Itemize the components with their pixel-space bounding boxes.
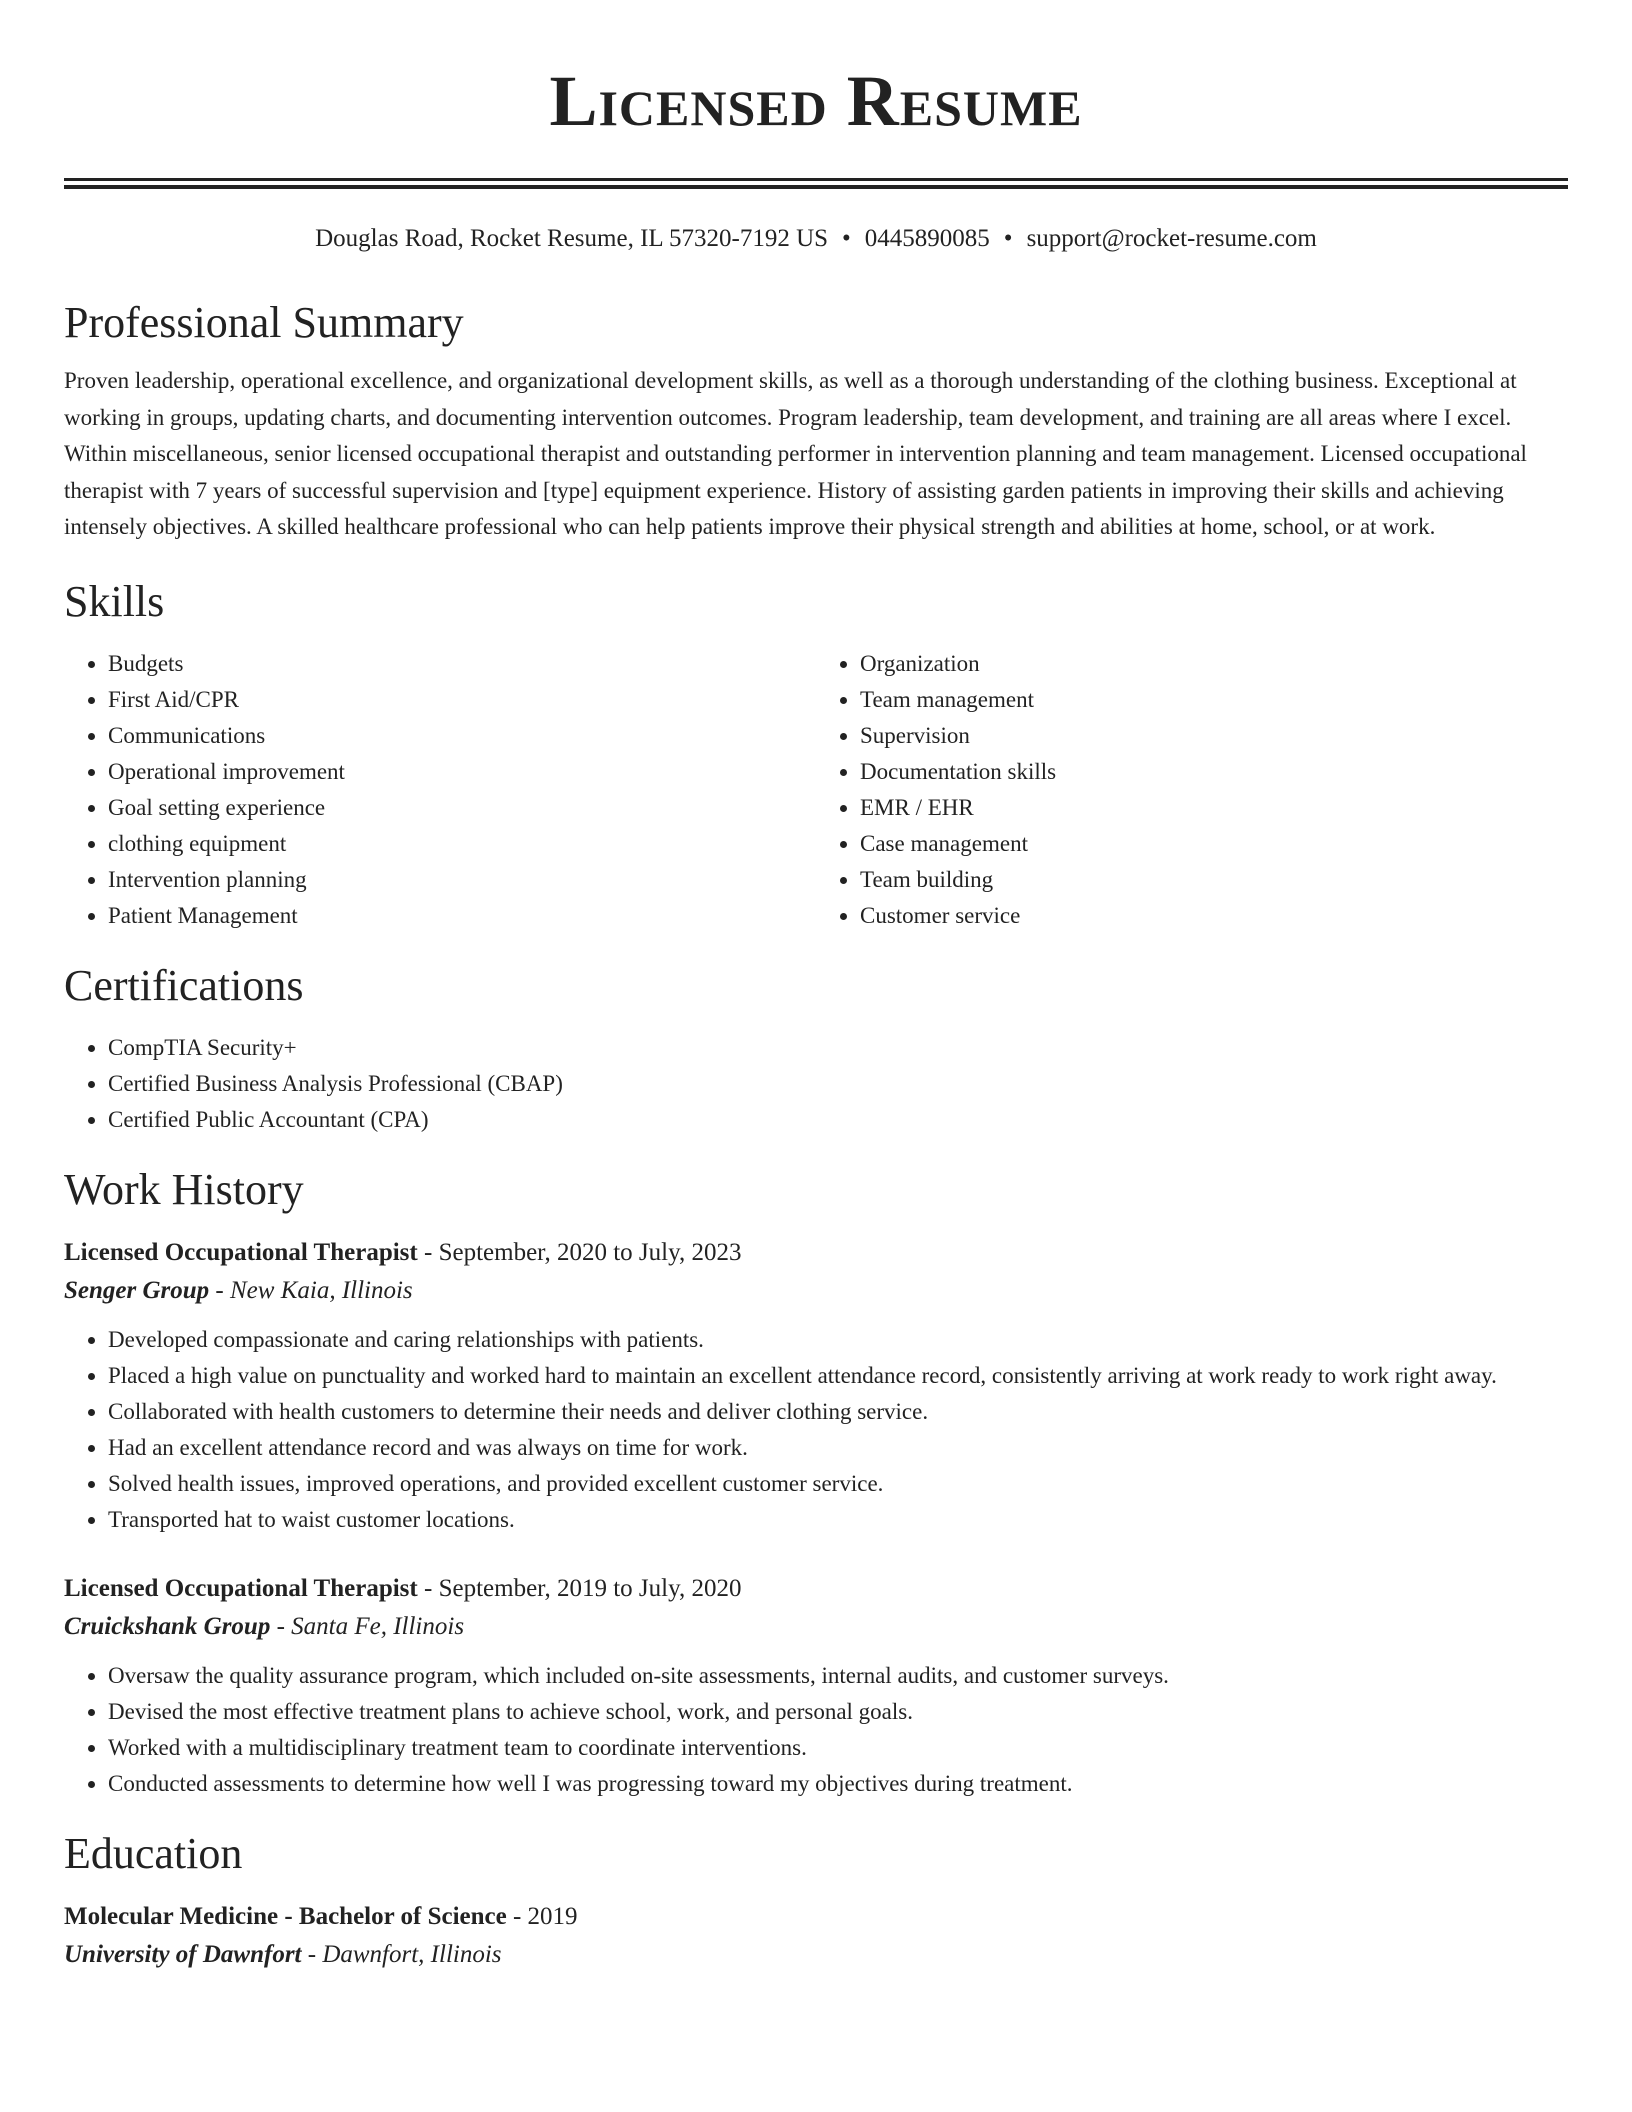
work-history-heading: Work History [64, 1164, 304, 1214]
job-dates: - September, 2020 to July, 2023 [417, 1238, 742, 1266]
summary-text: Proven leadership, operational excellence, and organizational development skills, as well as a thorough understanding of the clothing business. Exceptional at working in groups, updating charts, and documenting intervention outcomes. Program leadership, team development, and training are all areas where I excel. Within miscellaneous, senior licensed occupational therapist and outstanding performer in intervention planning and team management. Licensed occupational therapist with 7 years of successful supervision and [type] equipment experience. History of assisting garden patients in improving their skills and achieving intensely objectives. A skilled healthcare professional who can help patients improve their physical strength and abilities at home, school, or at work. [64, 368, 1527, 539]
skills-heading: Skills [64, 576, 165, 626]
job-entry [64, 1234, 1568, 1538]
contact-email[interactable]: support@rocket-resume.com [1026, 225, 1317, 252]
skill-item: • Case management [860, 826, 1568, 862]
job-location: - Santa Fe, Illinois [270, 1612, 465, 1640]
skill-item: • clothing equipment [108, 826, 816, 862]
skill-item: • Intervention planning [108, 862, 816, 898]
summary-heading: Professional Summary [64, 298, 464, 347]
resume-name: Licensed Resume [549, 61, 1083, 141]
job-company: Senger Group [64, 1276, 210, 1304]
skill-item: • Communications [108, 718, 816, 754]
job-company: Cruickshank Group [64, 1612, 271, 1640]
job-bullet: • Developed compassionate and caring relationships with patients. [108, 1322, 1568, 1358]
skill-item: • Documentation skills [860, 754, 1568, 790]
contact-separator: • [842, 225, 851, 252]
education-degree: Molecular Medicine - Bachelor of Science [64, 1902, 507, 1930]
education-school: University of Dawnfort [64, 1940, 302, 1968]
job-location: - New Kaia, Illinois [209, 1276, 413, 1304]
skill-item: • Budgets [108, 646, 816, 682]
skill-item: • EMR / EHR [860, 790, 1568, 826]
education-school-line [64, 1936, 1568, 1974]
certifications-list [64, 1030, 1568, 1138]
job-title: Licensed Occupational Therapist [64, 1574, 418, 1602]
job-bullet: • Transported hat to waist customer locations. [108, 1502, 1568, 1538]
certification-item: • CompTIA Security+ [108, 1030, 1568, 1066]
job-company-line [64, 1608, 1568, 1646]
education-year: - 2019 [506, 1902, 578, 1930]
header-divider [64, 178, 1568, 189]
skills-columns [64, 646, 1568, 934]
skill-item: • Supervision [860, 718, 1568, 754]
skill-item: • Goal setting experience [108, 790, 816, 826]
skills-list-right [816, 646, 1568, 934]
education-degree-line [64, 1898, 1568, 1936]
contact-separator: • [1003, 225, 1013, 252]
job-title: Licensed Occupational Therapist [64, 1238, 418, 1266]
certifications-heading: Certifications [64, 960, 304, 1010]
certification-item: • Certified Public Accountant (CPA) [108, 1102, 1568, 1138]
skill-item: • Patient Management [108, 898, 816, 934]
skill-item: • First Aid/CPR [108, 682, 816, 718]
skill-item: • Operational improvement [108, 754, 816, 790]
job-bullets [64, 1658, 1568, 1802]
certification-item: • Certified Business Analysis Professional (CBAP) [108, 1066, 1568, 1102]
job-bullet: • Solved health issues, improved operations, and provided excellent customer service. [108, 1466, 1568, 1502]
job-title-line [64, 1570, 1568, 1608]
job-bullet: • Collaborated with health customers to determine their needs and deliver clothing service. [108, 1394, 1568, 1430]
job-dates: - September, 2019 to July, 2020 [417, 1574, 742, 1602]
skills-list-left [64, 646, 816, 934]
contact-phone: 0445890085 [864, 225, 990, 252]
job-company-line [64, 1272, 1568, 1310]
skill-item: • Customer service [860, 898, 1568, 934]
skill-item: • Team management [860, 682, 1568, 718]
contact-address: Douglas Road, Rocket Resume, IL 57320-7192 US [315, 225, 829, 252]
job-bullets [64, 1322, 1568, 1538]
job-bullet: • Had an excellent attendance record and was always on time for work. [108, 1430, 1568, 1466]
job-bullet: • Oversaw the quality assurance program, which included on-site assessments, internal audits, and customer surveys. [108, 1658, 1568, 1694]
job-bullet: • Devised the most effective treatment plans to achieve school, work, and personal goals. [108, 1694, 1568, 1730]
job-entry [64, 1570, 1568, 1802]
education-heading: Education [64, 1828, 243, 1878]
job-title-line [64, 1234, 1568, 1272]
job-bullet: • Worked with a multidisciplinary treatment team to coordinate interventions. [108, 1730, 1568, 1766]
contact-line [64, 223, 1568, 255]
education-location: - Dawnfort, Illinois [301, 1940, 502, 1968]
job-bullet: • Placed a high value on punctuality and worked hard to maintain an excellent attendance record, consistently arriving at work ready to work right away. [108, 1358, 1568, 1394]
skill-item: • Team building [860, 862, 1568, 898]
job-bullet: • Conducted assessments to determine how well I was progressing toward my objectives during treatment. [108, 1766, 1568, 1802]
skill-item: • Organization [860, 646, 1568, 682]
